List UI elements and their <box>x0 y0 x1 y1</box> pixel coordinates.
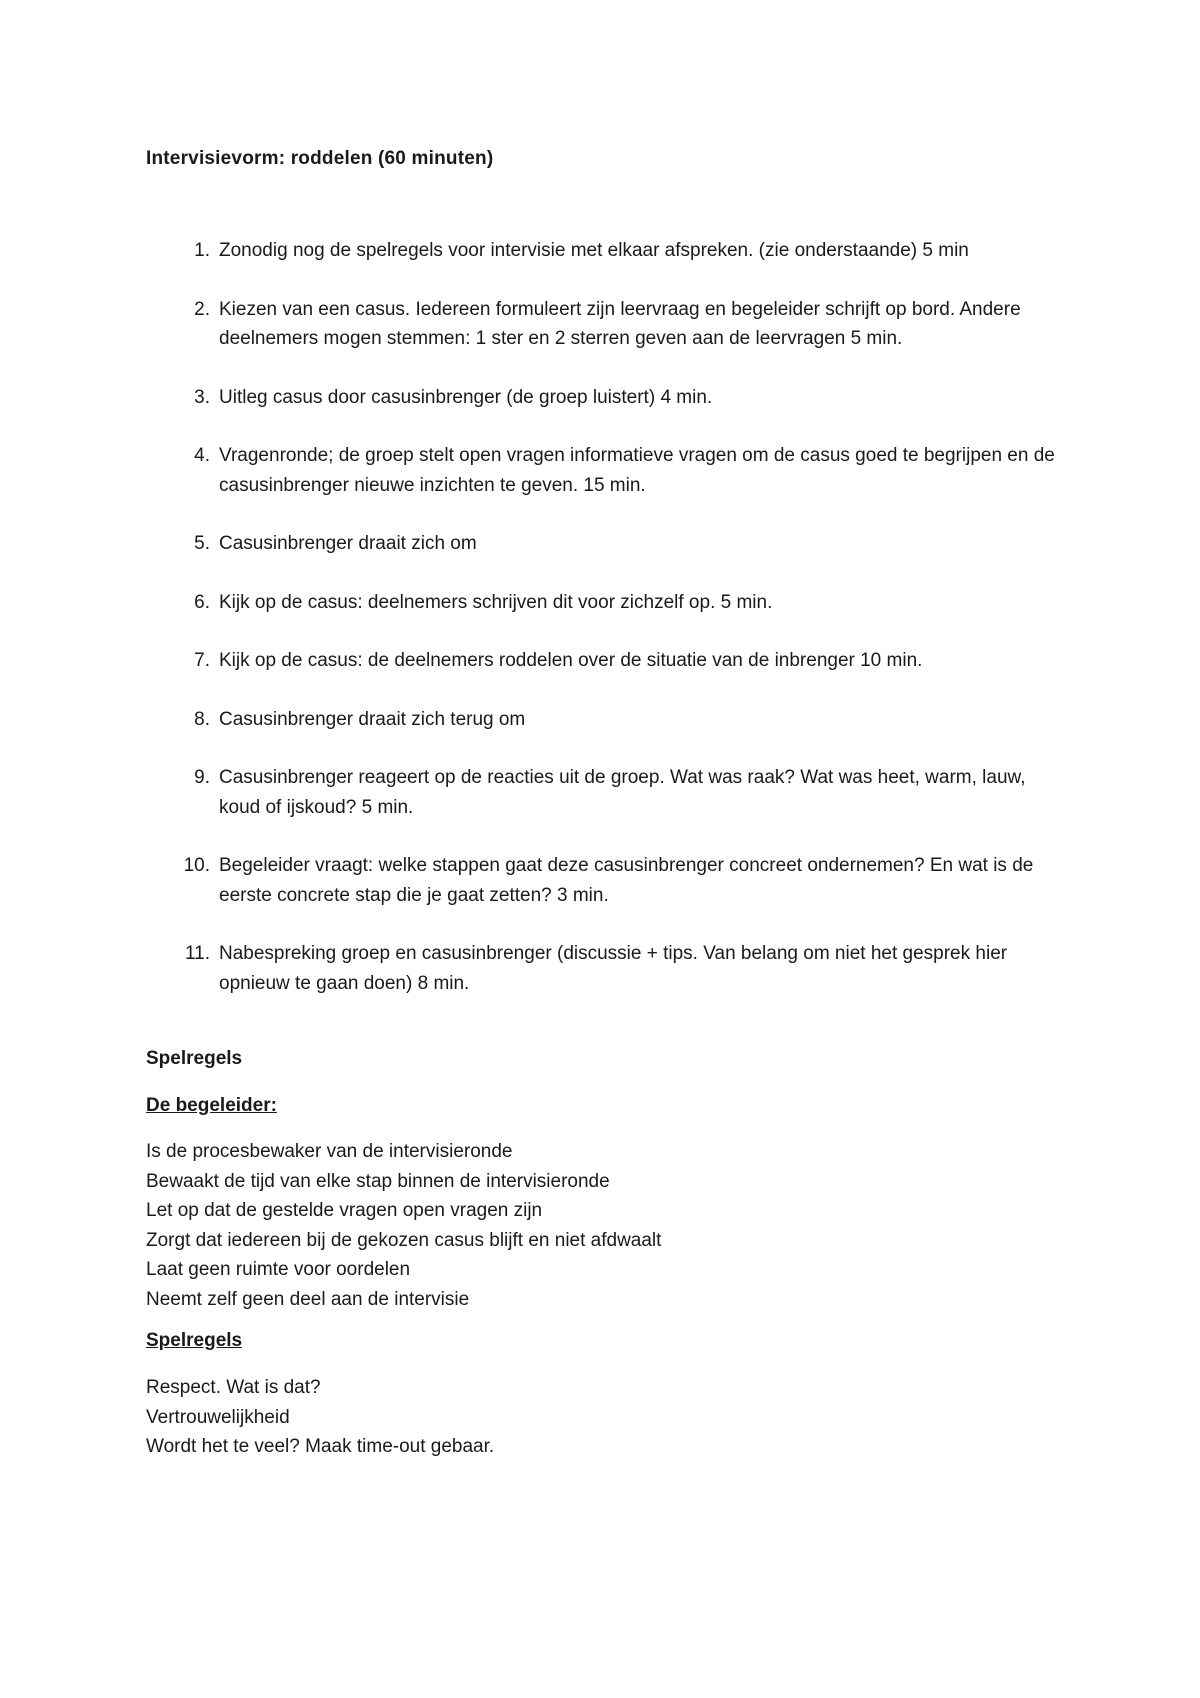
list-item <box>146 529 1066 559</box>
step-number: 1. <box>194 240 210 261</box>
list-item: Vertrouwelijkheid <box>146 1406 290 1428</box>
step-number: 8. <box>194 708 210 730</box>
list-item <box>146 236 1066 266</box>
step-number: 3. <box>194 386 210 408</box>
list-item <box>146 763 1066 822</box>
list-item <box>146 295 1066 354</box>
step-text: Kijk op de casus: deelnemers schrijven dit voor zichzelf op. 5 min. <box>219 591 773 613</box>
step-text: Casusinbrenger draait zich om <box>219 533 477 554</box>
list-item: Let op dat de gestelde vragen open vragen zijn <box>146 1200 543 1221</box>
step-text: Casusinbrenger draait zich terug om <box>219 708 526 730</box>
step-number: 9. <box>194 767 210 788</box>
step-text: Begeleider vraagt: welke stappen gaat deze casusinbrenger concreet ondernemen? En wat is de eerste concrete stap die je gaat zetten? 3 min. <box>219 855 1034 906</box>
list-item <box>146 383 1066 413</box>
rules-section-heading: Spelregels <box>146 1048 243 1069</box>
list-item: Laat geen ruimte voor oordelen <box>146 1259 411 1280</box>
spelregels-list <box>146 1373 494 1462</box>
step-text: Zonodig nog de spelregels voor intervisie met elkaar afspreken. (zie onderstaande) 5 min <box>219 240 969 261</box>
list-item: Wordt het te veel? Maak time-out gebaar. <box>146 1436 495 1457</box>
list-item <box>146 588 1066 618</box>
document-title: Intervisievorm: roddelen (60 minuten) <box>146 148 494 169</box>
list-item <box>146 441 1066 500</box>
list-item <box>146 851 1066 910</box>
list-item <box>146 705 1066 735</box>
step-text: Nabespreking groep en casusinbrenger (discussie + tips. Van belang om niet het gesprek hier opnieuw te gaan doen) 8 min. <box>219 943 1008 994</box>
list-item: Zorgt dat iedereen bij de gekozen casus blijft en niet afdwaalt <box>146 1229 662 1251</box>
list-item: Respect. Wat is dat? <box>146 1377 321 1398</box>
step-number: 11. <box>184 943 210 964</box>
step-text: Uitleg casus door casusinbrenger (de groep luistert) 4 min. <box>219 386 713 408</box>
step-number: 7. <box>194 650 210 671</box>
step-text: Vragenronde; de groep stelt open vragen informatieve vragen om de casus goed te begrijpen en de casusinbrenger nieuwe inzichten te geven. 15 min. <box>219 445 1055 496</box>
step-number: 4. <box>194 445 210 466</box>
step-text: Casusinbrenger reageert op de reacties uit de groep. Wat was raak? Wat was heet, warm, lauw, koud of ijskoud? 5 min. <box>219 767 1026 818</box>
begeleider-list <box>146 1137 661 1314</box>
begeleider-heading: De begeleider: <box>146 1095 277 1116</box>
step-text: Kiezen van een casus. Iedereen formuleert zijn leervraag en begeleider schrijft op bord. Andere deelnemers mogen stemmen: 1 ster en 2 sterren geven aan de leervragen 5 min. <box>219 298 1021 349</box>
list-item <box>146 646 1066 676</box>
list-item <box>146 939 1066 998</box>
spelregels-heading: Spelregels <box>146 1330 243 1351</box>
step-number: 5. <box>194 533 210 554</box>
step-text: Kijk op de casus: de deelnemers roddelen over de situatie van de inbrenger 10 min. <box>219 650 923 671</box>
step-number: 2. <box>194 298 210 320</box>
list-item: Bewaakt de tijd van elke stap binnen de intervisieronde <box>146 1170 610 1192</box>
step-number: 6. <box>194 591 210 613</box>
steps-list <box>146 236 1066 998</box>
list-item: Neemt zelf geen deel aan de intervisie <box>146 1288 470 1310</box>
step-number: 10. <box>183 855 210 876</box>
list-item: Is de procesbewaker van de intervisieronde <box>146 1141 513 1162</box>
